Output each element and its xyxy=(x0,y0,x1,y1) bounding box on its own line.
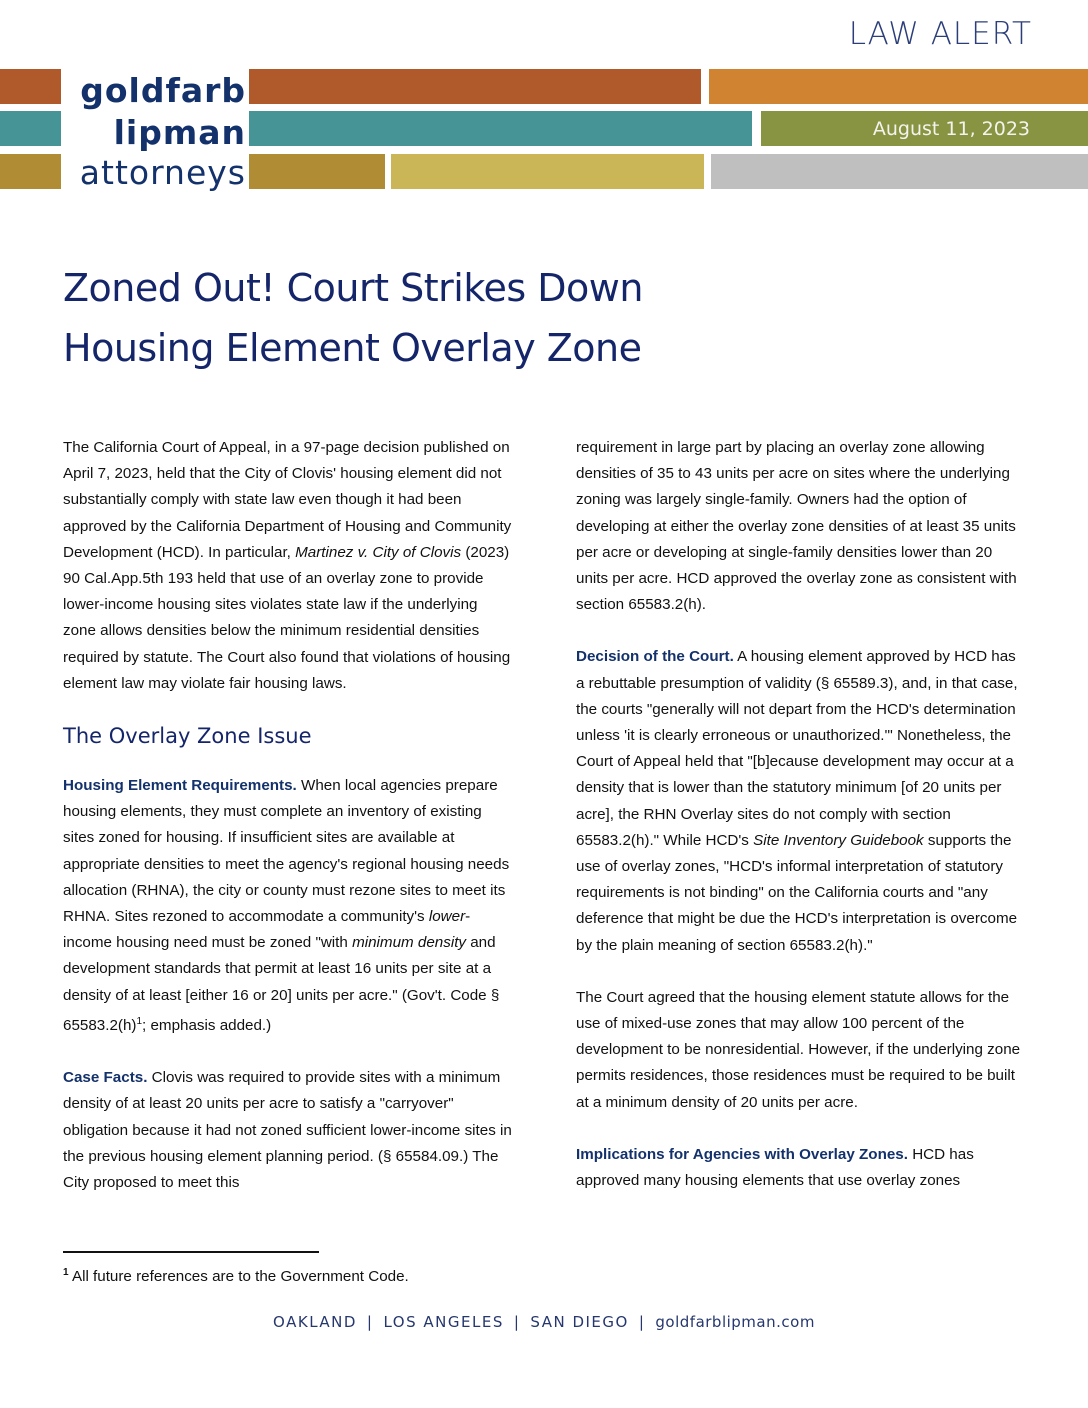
footer-separator: | xyxy=(513,1313,521,1331)
footnote-text: All future references are to the Government Code. xyxy=(68,1268,409,1286)
firm-logo xyxy=(62,70,246,192)
header-bar-teal xyxy=(249,111,752,146)
mixed-use-paragraph: The Court agreed that the housing element statute allows for the use of mixed-use zones that may allow 100 percent of the development to be nonresidential. However, if the underlying zone permits residences, those residences must be required to be built at a minimum density of 20 units per acre. xyxy=(576,988,1021,1111)
logo-line-3: attorneys xyxy=(79,153,246,192)
logo-line-1: goldfarb xyxy=(80,71,246,110)
footnote-reference[interactable]: 1 xyxy=(136,1015,143,1027)
header-bar-rust-left xyxy=(0,69,61,104)
footnote-divider xyxy=(63,1251,319,1253)
header-bar-orange xyxy=(709,69,1088,104)
logo-line-2: lipman xyxy=(113,113,246,152)
footer-separator: | xyxy=(366,1313,374,1331)
paragraph-lead: Housing Element Requirements. xyxy=(63,777,297,795)
header-bar-teal-left xyxy=(0,111,61,146)
left-column xyxy=(63,435,513,1222)
decision-paragraph: Decision of the Court. A housing element approved by HCD has a rebuttable presumption of validity (§ 65589.3), and, in that case, the courts "generally will not depart from the HCD's determination unless 'it is clearly erroneous or unauthorized.'" Nonetheless, the Court of Appeal held that "[b]ecause development may occur at a density that is lower than the statutory minimum [of 20 units per acre], the RHN Overlay sites do not comply with section 65583.2(h)." While HCD's Site Inventory Guidebook supports the use of overlay zones, "HCD's informal interpretation of statutory requirements is not binding" on the California courts and "any deference that might be due the HCD's interpretation is overcome by the plain meaning of section 65583.2(h)." xyxy=(576,648,1018,954)
title-line-1: Zoned Out! Court Strikes Down xyxy=(63,266,643,310)
office-los-angeles: LOS ANGELES xyxy=(383,1313,504,1331)
paragraph-lead: Decision of the Court. xyxy=(576,648,734,666)
section-heading: The Overlay Zone Issue xyxy=(63,724,312,749)
publication-date: August 11, 2023 xyxy=(872,118,1030,140)
document-type-label: LAW ALERT xyxy=(848,16,1032,52)
header-bar-rust xyxy=(249,69,701,104)
paragraph-lead: Case Facts. xyxy=(63,1069,148,1087)
page-title xyxy=(63,258,643,378)
header-bar-yellow xyxy=(391,154,704,189)
paragraph-lead: Implications for Agencies with Overlay Zones. xyxy=(576,1145,908,1163)
right-column xyxy=(576,435,1028,1220)
office-oakland: OAKLAND xyxy=(273,1313,357,1331)
case-name: Martinez v. City of Clovis xyxy=(295,543,462,561)
footnote-number: 1 xyxy=(63,1267,69,1278)
header-bar-gold-left xyxy=(0,154,61,189)
footnote xyxy=(63,1267,409,1285)
case-facts-paragraph: Case Facts. Clovis was required to provide sites with a minimum density of at least 20 units per acre to satisfy a "carryover" obligation because it had not zoned sufficient lower-income sites in the previous housing element planning period. (§ 65584.09.) The City proposed to meet this xyxy=(63,1069,512,1191)
office-san-diego: SAN DIEGO xyxy=(530,1313,629,1331)
header-bar-gold xyxy=(249,154,385,189)
implications-paragraph: Implications for Agencies with Overlay Zones. HCD has approved many housing elements that use overlay zones xyxy=(576,1145,974,1190)
intro-paragraph: The California Court of Appeal, in a 97-page decision published on April 7, 2023, held that the City of Clovis' housing element did not substantially comply with state law even though it had been approved by the California Department of Housing and Community Development (HCD). In particular, Martinez v. City of Clovis (2023) 90 Cal.App.5th 193 held that use of an overlay zone to provide lower-income housing sites violates state law if the underlying zone allows densities below the minimum residential densities required by statute. The Court also found that violations of housing element law may violate fair housing laws. xyxy=(63,439,512,692)
header-bar-grey xyxy=(711,154,1088,189)
footer xyxy=(0,1313,1088,1331)
requirements-paragraph: Housing Element Requirements. When local agencies prepare housing elements, they must complete an inventory of existing sites zoned for housing. If insufficient sites are available at appropriate densities to meet the agency's regional housing needs allocation (RHNA), the city or county must rezone sites to meet its RHNA. Sites rezoned to accommodate a community's lower-income housing need must be zoned "with minimum density and development standards that permit at least 16 units per site at a density of at least [either 16 or 20] units per acre." (Gov't. Code § $65583.2(h)^1$; emphasis added.) xyxy=(63,777,510,1034)
website-link[interactable]: goldfarblipman.com xyxy=(655,1313,815,1331)
footer-separator: | xyxy=(638,1313,646,1331)
title-line-2: Housing Element Overlay Zone xyxy=(63,326,642,370)
continuation-paragraph: requirement in large part by placing an overlay zone allowing densities of 35 to 43 units per acre on sites where the underlying zoning was largely single-family. Owners had the option of developing at either the overlay zone densities of at least 35 units per acre or developing at single-family densities lower than 20 units per acre. HCD approved the overlay zone as consistent with section 65583.2(h). xyxy=(576,439,1017,614)
